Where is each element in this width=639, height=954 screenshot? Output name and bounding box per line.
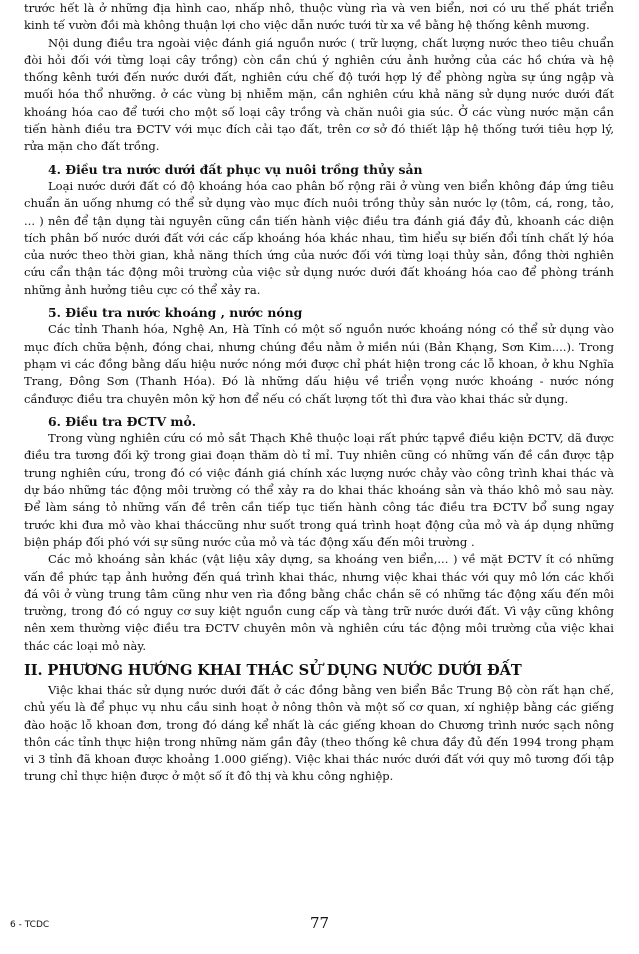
intro-paragraph: trước hết là ở những địa hình cao, nhấp nhô, thuộc vùng rìa và ven biển, nơi có ưu thế phát triển kinh tế vườn đồi mà không thuận lợi cho việc dẫn nước tưới từ xa về bằng hệ thống kênh mương. — [24, 1, 614, 33]
section-6-paragraph-2: Các mỏ khoáng sản khác (vật liệu xây dựng, sa khoáng ven biển,... ) về mặt ĐCTV ít có những vấn đề phức tạp ảnh hưởng đến quá trình khai thác, nhưng việc khai thác với quy mô lớn các khối đá vôi ở vùng trung tâm cũng như ven rìa đồng bằng chắc chắn sẽ có những tác động xấu đến môi trường, trong đó có nguy cơ suy kiệt nguồn cung cấp và tàng trữ nước dưới đất. Vì vậy cũng không nên xem thường việc điều tra ĐCTV chuyên môn và nghiên cứu tác động môi trường của việc khai thác các loại mỏ này. — [24, 552, 614, 653]
section-4-heading: 4. Điều tra nước dưới đất phục vụ nuôi trồng thủy sản — [48, 161, 423, 177]
part-2-paragraph: Việc khai thác sử dụng nước dưới đất ở các đồng bằng ven biển Bắc Trung Bộ còn rất hạn chế, chủ yếu là để phục vụ nhu cầu sinh hoạt ở nông thôn và một số cơ quan, xí nghiệp bằng các giếng đào hoặc lỗ khoan đơn, trong đó dáng kể nhất là các giếng khoan do Chương trình nước sạch nông thôn các tỉnh thực hiện trong những năm gần đây (theo thống kê chưa đầy đủ đến 1994 trong phạm vi 3 tỉnh đã khoan được khoảng 1.000 giếng). Việc khai thác nước dưới đất với quy mô tương đối tập trung chỉ thực hiện được ở một số ít đô thị và khu công nghiệp. — [24, 682, 614, 784]
section-4-paragraph: Loại nước dưới đất có độ khoáng hóa cao phân bố rộng rãi ở vùng ven biển không đáp ứng tiêu chuẩn ăn uống nhưng có thể sử dụng vào mục đích nuôi trồng thủy sản nước lợ (tôm, cá, rong, tảo, ... ) nên để tận dụng tài nguyên cũng cần tiến hành việc điều tra đánh giá đầy đủ, khoanh các diện tích phân bố nước dưới đất với các cấp khoáng hóa khác nhau, tìm hiểu sự biến đổi tính chất lý hóa của nước theo thời gian, khả năng thích ứng của nước đối với từng loại thủy sản, đồng thời nghiên cứu cẩn thận tác động môi trường của việc sử dụng nước dưới đất khoáng hóa cao để phòng tránh những ảnh hưởng tiêu cực có thể xảy ra. — [24, 178, 614, 297]
section-5-heading: 5. Điều tra nước khoáng , nước nóng — [48, 305, 303, 321]
survey-paragraph: Nội dung điều tra ngoài việc đánh giá nguồn nước ( trữ lượng, chất lượng nước theo tiêu chuẩn đòi hỏi đối với từng loại cây trồng) còn cần chú ý nghiên cứu ảnh hưởng của các hồ chứa và hệ thống kênh tưới đến nước dưới đất, nghiên cứu chế độ tưới hợp lý để phòng ngừa sự úng ngập và muối hóa thổ nhưỡng. ở các vùng bị nhiễm mặn, cần nghiên cứu khả năng sử dụng nước dưới đất khoáng hóa cao để tưới cho một số loại cây trồng và chăn nuôi gia súc. Ở các vùng nước mặn cần tiến hành điều tra ĐCTV với mục đích cải tạo đất, trên cơ sở đó thiết lập hệ thống tưới tiêu hợp lý, rửa mặn cho đất trồng. — [24, 35, 614, 154]
part-2-heading: II. PHƯƠNG HƯỚNG KHAI THÁC SỬ DỤNG NƯỚC DƯỚI ĐẤT — [24, 661, 522, 679]
page-number: 77 — [309, 914, 330, 932]
page-content — [24, 0, 614, 786]
section-6-paragraph: Trong vùng nghiên cứu có mỏ sắt Thạch Khê thuộc loại rất phức tạpvề điều kiện ĐCTV, dã được điều tra tương đối kỹ trong giai đoạn thăm dò tỉ mỉ. Tuy nhiên cũng có những vấn đề cần được tập trung nghiên cứu, trong đó có việc đánh giá chính xác lượng nước chảy vào công trình khai thác và dự báo những tác động môi trường có thể xảy ra do khai thác khoáng sản và tháo khô mỏ sau này. Để làm sáng tỏ những vấn đề trên cần tiếp tục tiến hành công tác điều tra ĐCTV bổ sung ngay trước khi đưa mỏ vào khai tháccũng như suốt trong quá trình hoạt động của mỏ và áp dụng những biện pháp đối phó với sự sũng nước của mỏ và tác động xấu đến môi trường . — [24, 431, 614, 549]
section-6-heading: 6. Điều tra ĐCTV mỏ. — [48, 413, 197, 429]
page-footer — [0, 914, 639, 936]
section-5-paragraph: Các tỉnh Thanh hóa, Nghệ An, Hà Tĩnh có một số nguồn nước khoáng nóng có thể sử dụng vào mục đích chữa bệnh, đóng chai, nhưng chúng đều nằm ở miền núi (Bản Khạng, Sơn Kim....). Trong phạm vi các đồng bằng dấu hiệu nước nóng mới được chỉ phát hiện trong các lỗ khoan, ở khu Nghĩa Trang, Đông Sơn (Thanh Hóa). Đó là những dấu hiệu về triển vọng nước khoáng - nước nóng cầnđược điều tra chuyên môn kỹ hơn để nếu có chất lượng tốt thì đưa vào khai thác sử dụng. — [24, 322, 614, 406]
footer-signature: 6 - TCDC — [10, 920, 50, 930]
